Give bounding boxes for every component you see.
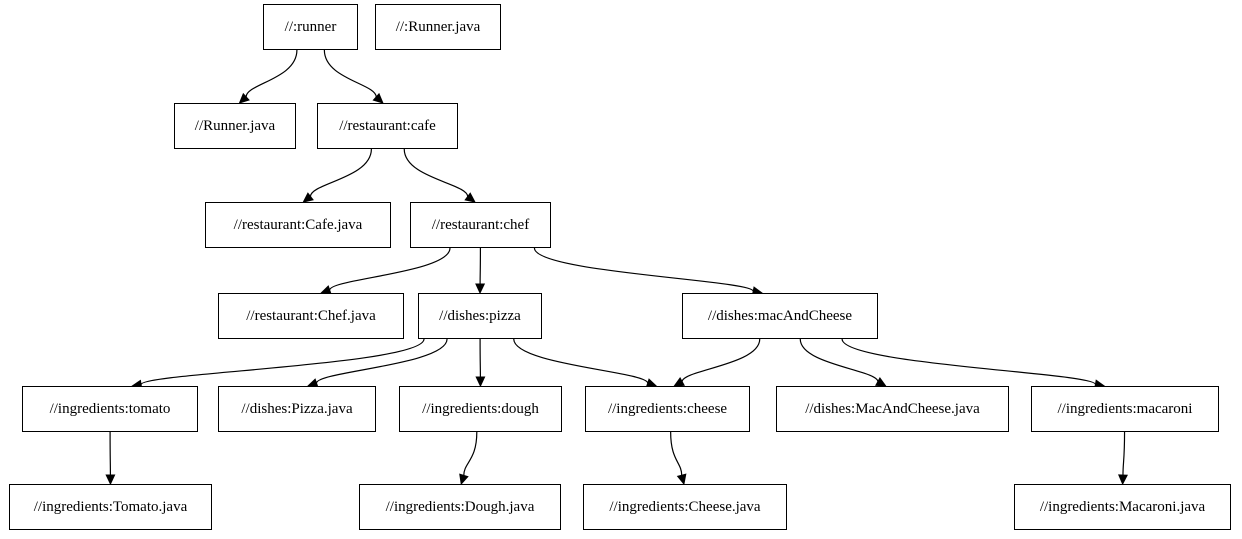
graph-node-dishes_macandcheese[interactable] — [682, 293, 878, 339]
graph-edge-dishes_pizza-to-ingredients_tomato — [141, 339, 424, 385]
graph-node-dishes_mac_java[interactable] — [776, 386, 1009, 432]
graph-node-label: //ingredients:tomato — [49, 400, 171, 417]
graph-node-ingredients_dough[interactable] — [399, 386, 562, 432]
graph-node-label: //dishes:MacAndCheese.java — [805, 400, 980, 417]
graph-edge-arrowhead — [476, 284, 484, 293]
graph-node-restaurant_chef[interactable] — [410, 202, 551, 248]
graph-edge-runner-to-runner_java — [246, 50, 297, 97]
graph-edge-restaurant_chef-to-restaurant_chef_java — [330, 248, 450, 290]
graph-node-label: //dishes:Pizza.java — [241, 400, 353, 417]
graph-node-runner_java_root[interactable] — [375, 4, 501, 50]
graph-node-ingredients_macaroni[interactable] — [1031, 386, 1219, 432]
graph-edge-dishes_macandcheese-to-dishes_mac_java — [800, 339, 878, 382]
graph-node-label: //ingredients:Cheese.java — [609, 498, 761, 515]
graph-node-label: //:runner — [284, 18, 337, 35]
graph-edge-arrowhead — [460, 474, 468, 484]
graph-edge-restaurant_chef-to-dishes_macandcheese — [534, 248, 753, 291]
graph-node-label: //Runner.java — [194, 117, 276, 134]
graph-node-label: //restaurant:Cafe.java — [233, 216, 363, 233]
graph-edge-arrowhead — [674, 378, 684, 386]
graph-edge-dishes_pizza-to-ingredients_cheese — [514, 339, 648, 383]
graph-edge-dishes_pizza-to-dishes_pizza_java — [317, 339, 448, 383]
graph-node-restaurant_chef_java[interactable] — [218, 293, 404, 339]
graph-edge-arrowhead — [476, 377, 484, 386]
graph-edge-arrowhead — [303, 193, 313, 202]
graph-node-label: //dishes:macAndCheese — [707, 307, 853, 324]
graph-node-dishes_pizza[interactable] — [418, 293, 542, 339]
graph-node-label: //ingredients:Dough.java — [385, 498, 535, 515]
graph-node-label: //ingredients:cheese — [607, 400, 728, 417]
graph-node-label: //restaurant:Chef.java — [246, 307, 376, 324]
graph-node-ingredients_cheese[interactable] — [585, 386, 750, 432]
graph-node-macaroni_java[interactable] — [1014, 484, 1231, 530]
graph-edge-arrowhead — [1119, 475, 1127, 484]
graph-node-dough_java[interactable] — [359, 484, 561, 530]
graph-node-label: //restaurant:cafe — [339, 117, 436, 134]
graph-node-dishes_pizza_java[interactable] — [218, 386, 376, 432]
graph-node-restaurant_cafe_java[interactable] — [205, 202, 391, 248]
graph-node-label: //ingredients:Tomato.java — [33, 498, 188, 515]
graph-node-restaurant_cafe[interactable] — [317, 103, 458, 149]
graph-edge-dishes_macandcheese-to-ingredients_cheese — [682, 339, 760, 382]
graph-edge-restaurant_cafe-to-restaurant_cafe_java — [310, 149, 371, 196]
graph-node-label: //dishes:pizza — [439, 307, 521, 324]
graph-edge-restaurant_cafe-to-restaurant_chef — [404, 149, 467, 197]
graph-edge-arrowhead — [678, 474, 686, 484]
graph-node-label: //ingredients:Macaroni.java — [1039, 498, 1206, 515]
graph-edge-dishes_macandcheese-to-ingredients_macaroni — [842, 339, 1095, 384]
graph-node-runner[interactable] — [263, 4, 358, 50]
graph-node-ingredients_tomato[interactable] — [22, 386, 198, 432]
graph-node-label: //:Runner.java — [395, 18, 481, 35]
graph-edge-arrowhead — [465, 193, 475, 202]
graph-edge-ingredients_cheese-to-cheese_java — [671, 432, 682, 475]
graph-edge-arrowhead — [240, 94, 249, 103]
graph-node-runner_java[interactable] — [174, 103, 296, 149]
graph-edge-arrowhead — [876, 378, 886, 386]
graph-node-label: //ingredients:macaroni — [1057, 400, 1193, 417]
graph-edge-ingredients_macaroni-to-macaroni_java — [1123, 432, 1125, 475]
graph-edge-arrowhead — [373, 94, 382, 103]
graph-node-label: //restaurant:chef — [431, 216, 530, 233]
graph-edge-ingredients_dough-to-dough_java — [464, 432, 477, 475]
graph-edge-arrowhead — [106, 475, 114, 484]
graph-node-tomato_java[interactable] — [9, 484, 212, 530]
graph-node-cheese_java[interactable] — [583, 484, 787, 530]
graph-node-label: //ingredients:dough — [422, 400, 539, 417]
graph-edge-runner-to-restaurant_cafe — [324, 50, 376, 97]
